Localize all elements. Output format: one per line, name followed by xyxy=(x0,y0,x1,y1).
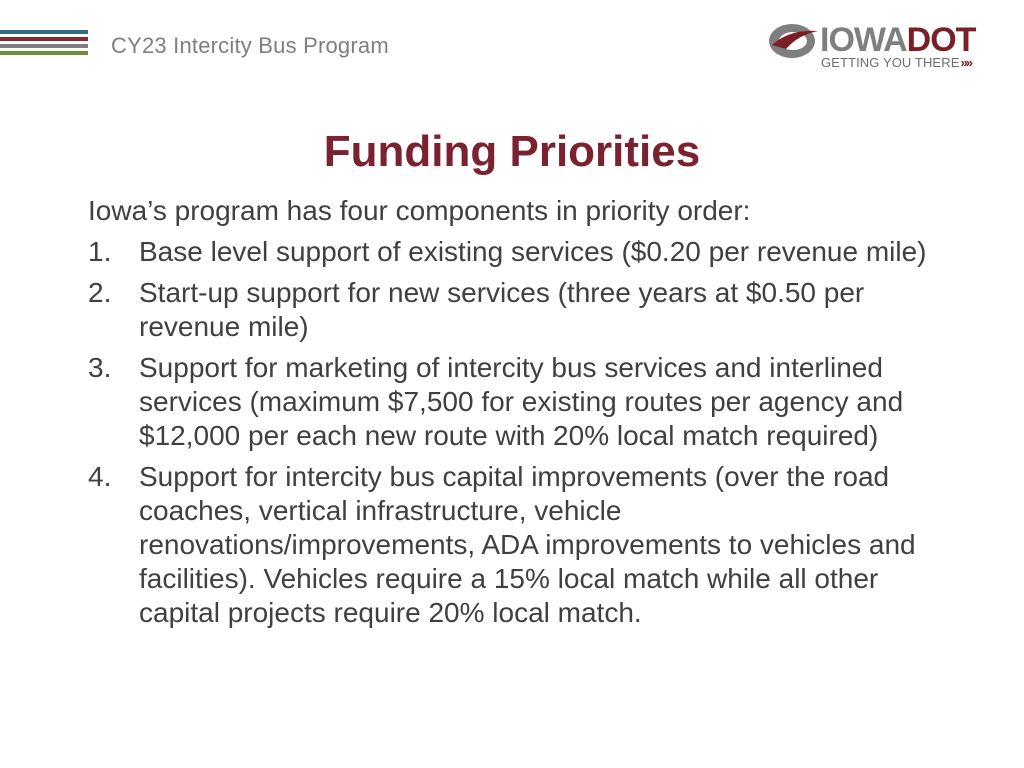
slide-title: Funding Priorities xyxy=(323,127,701,176)
priority-list xyxy=(88,235,948,630)
priority-text: Start-up support for new services (three years at $0.50 per revenue mile) xyxy=(139,277,865,342)
priority-number: 3. xyxy=(88,352,112,383)
chevron-right-icon: »» xyxy=(960,55,971,70)
stripe-maroon xyxy=(0,37,88,41)
iowa-dot-swoosh-icon xyxy=(766,19,822,61)
iowa-dot-logo xyxy=(766,17,996,75)
header-stripes xyxy=(0,30,88,58)
logo-word-iowa: IOWA xyxy=(820,21,907,59)
slide-body xyxy=(88,194,948,637)
priority-number: 4. xyxy=(88,461,112,492)
priority-item xyxy=(88,351,948,453)
priority-item xyxy=(88,276,948,344)
intro-text: Iowa’s program has four components in priority order: xyxy=(88,195,751,226)
priority-number: 2. xyxy=(88,277,112,308)
priority-text: Support for intercity bus capital improvements (over the road coaches, vertical infrastructure, vehicle renovations/improvements, ADA improvements to vehicles and facilities). Vehicles require a 15% local match while all other capital projects require 20% local match. xyxy=(139,461,916,628)
priority-number: 1. xyxy=(88,236,112,267)
stripe-green xyxy=(0,51,88,55)
stripe-gray xyxy=(0,44,88,48)
logo-tagline-text: GETTING YOU THERE xyxy=(821,55,960,70)
priority-item xyxy=(88,460,948,630)
priority-text: Base level support of existing services ($0.20 per revenue mile) xyxy=(139,236,927,267)
program-title: CY23 Intercity Bus Program xyxy=(111,33,389,58)
priority-text: Support for marketing of intercity bus services and interlined services (maximum $7,500 for existing routes per agency and $12,000 per each new route with 20% local match required) xyxy=(139,352,904,451)
logo-word-dot: DOT xyxy=(906,21,976,59)
priority-item xyxy=(88,235,948,269)
logo-tagline xyxy=(821,55,971,70)
stripe-blue xyxy=(0,30,88,34)
